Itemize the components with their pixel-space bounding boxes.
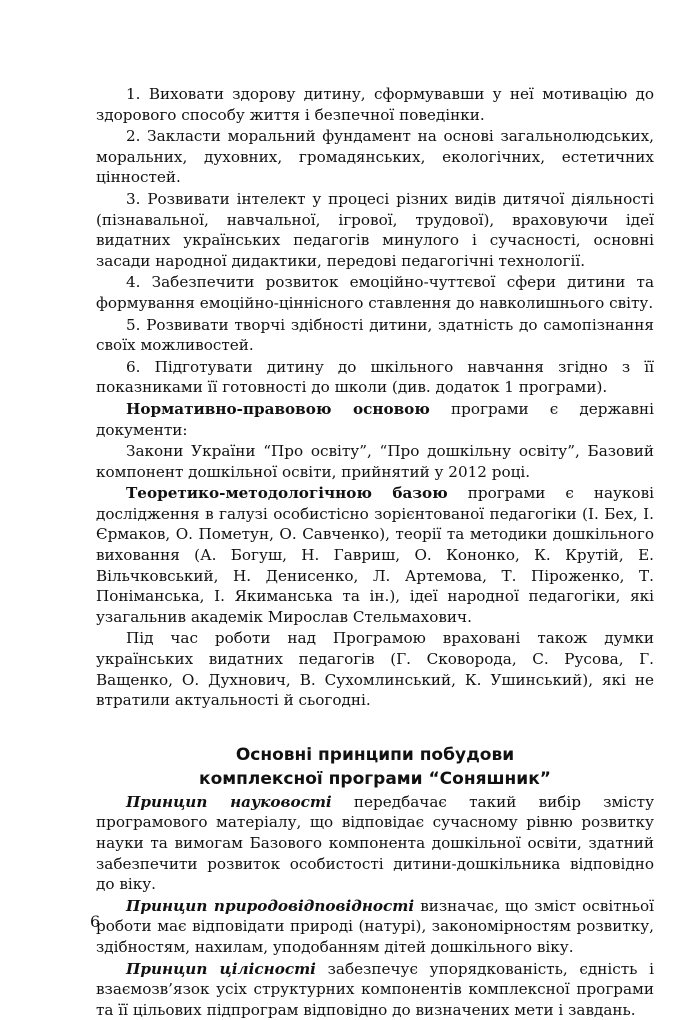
goal-2: 2. Закласти моральний фундамент на основі загальнолюдських, моральних, духовних, громадянських, екологічних, естетичних цінностей. — [96, 127, 654, 187]
goal-1: 1. Виховати здорову дитину, сформувавши у неї мотивацію до здорового способу життя і безпечної поведінки. — [96, 85, 654, 124]
principle-nature — [96, 896, 654, 958]
legal-basis-term: Нормативно-правовою основою — [126, 399, 430, 418]
goal-3: 3. Розвивати інтелект у процесі різних видів дитячої діяльності (пізнавальної, навчальної, ігрової, трудової), враховуючи ідеї видатних українських педагогів минулого і сучасності, основні засади народної дидактики, передові педагогічні технології. — [96, 189, 654, 270]
principle-nature-term: Принцип природовідповідності — [126, 896, 415, 915]
principle-science-term: Принцип науковості — [126, 792, 332, 811]
methodology-text: програми є наукові дослідження в галузі особистісно зорієнтованої педагогіки (І. Бех, І. Єрмаков, О. Пометун, О. Савченко), теорії та методики дошкільного виховання (А. Богуш, Н. Гавриш, О. Кононко, К. Крутій, Е. Вільчковський, Н. Денисенко, Л. Артемова, Т. Піроженко, Т. Поніманська, І. Якиманська та ін.), ідеї народної педагогіки, які узагальнив академік Мирослав Стельмахович. — [96, 484, 654, 626]
principle-integrity — [96, 959, 654, 1020]
page-number: 6 — [90, 912, 101, 931]
goal-4: 4. Забезпечити розвиток емоційно-чуттєвої сфери дитини та формування емоційно-ціннісного ставлення до навколишнього світу. — [96, 273, 654, 312]
principle-integrity-text: забезпечує упорядкованість, єдність і взаємозв’язок усіх структурних компонентів комплексної програми та її цільових підпрограм відповідно до визначених мети і завдань. — [96, 959, 654, 1019]
methodology-paragraph — [96, 483, 654, 627]
page-body — [96, 84, 654, 1020]
principle-science — [96, 792, 654, 895]
legal-basis-text: програми є державні документи: — [96, 399, 655, 439]
principle-integrity-term: Принцип цілісності — [126, 959, 316, 978]
principle-science-text: передбачає такий вибір змісту програмового матеріалу, що відповідає сучасному рівню розвитку науки та вимогам Базового компонента дошкільної освіти, здатний забезпечити розвиток особистості дитини-дошкільника відповідно до віку. — [96, 792, 655, 894]
goal-5: 5. Розвивати творчі здібності дитини, здатність до самопізнання своїх можливостей. — [96, 315, 654, 355]
laws-paragraph: Закони України “Про освіту”, “Про дошкільну освіту”, Базовий компонент дошкільної освіти, прийнятий у 2012 році. — [96, 442, 654, 481]
section-heading-line-2: комплексної програми “Соняшник” — [199, 768, 551, 789]
section-heading — [96, 743, 654, 791]
section-heading-line-1: Основні принципи побудови — [235, 744, 515, 765]
goal-6: 6. Підготувати дитину до шкільного навчання згідно з її показниками її готовності до школи (див. додаток 1 програми). — [96, 357, 654, 397]
principle-nature-text: визначає, що зміст освітньої роботи має відповідати природі (натурі), закономірностям розвитку, здібностям, нахилам, уподобанням дітей дошкільного віку. — [96, 896, 654, 956]
legal-basis-paragraph — [96, 399, 654, 440]
methodology-term: Теоретико-методологічною базою — [126, 484, 448, 503]
educators-paragraph: Під час роботи над Програмою враховані також думки українських видатних педагогів (Г. Сковорода, С. Русова, Г. Ващенко, О. Духнович, В. Сухомлинський, К. Ушинський), які не втратили актуальності й сьогодні. — [96, 629, 654, 710]
